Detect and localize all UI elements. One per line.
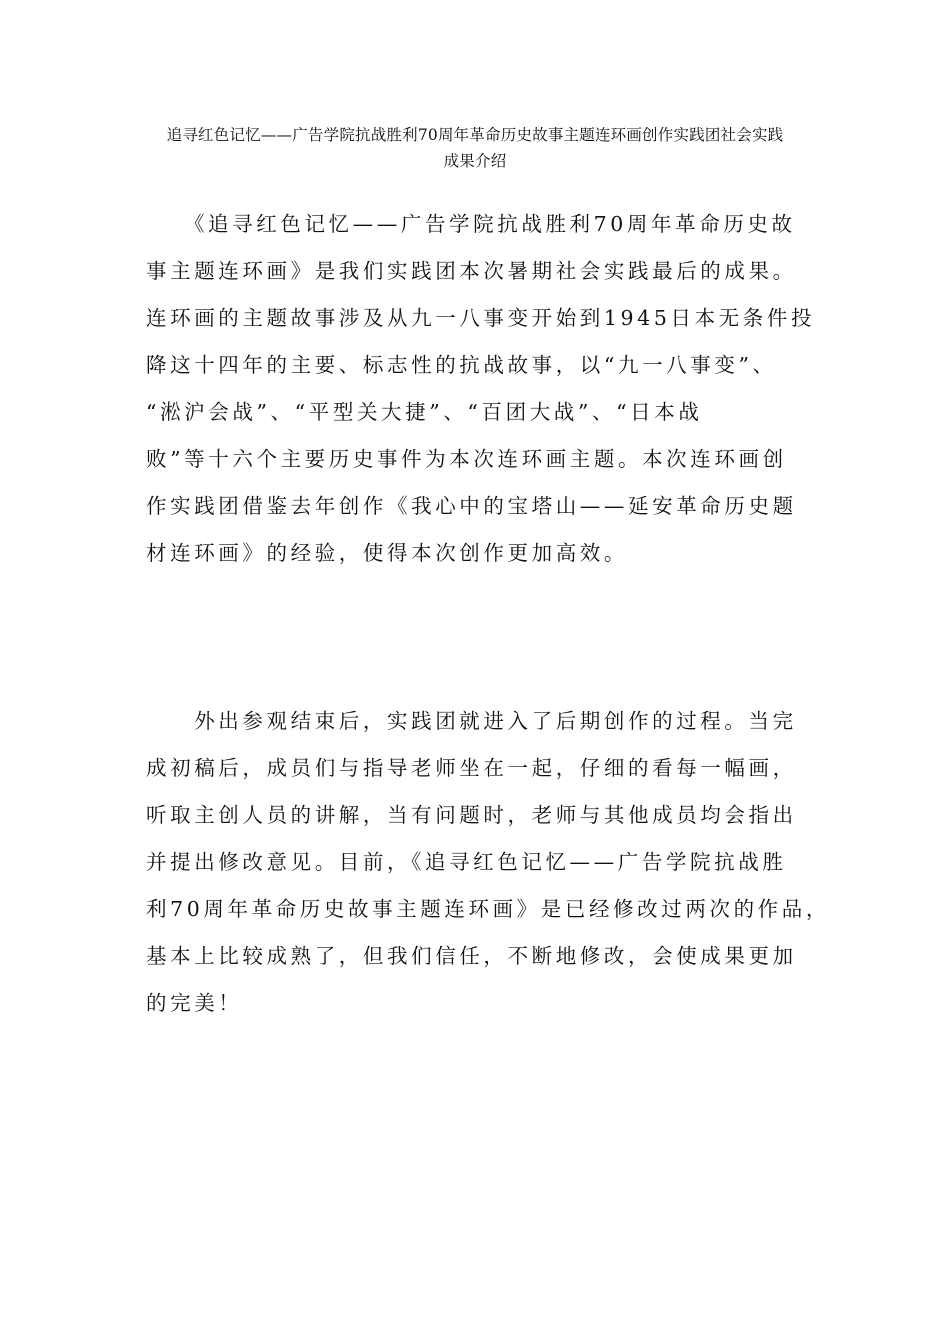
- paragraph-line: 作实践团借鉴去年创作《我心中的宝塔山——延安革命历史题: [146, 494, 797, 518]
- paragraph-1: [146, 201, 826, 577]
- paragraph-line: 成初稿后，成员们与指导老师坐在一起，仔细的看每一幅画，: [146, 756, 797, 780]
- paragraph-line: 降这十四年的主要、标志性的抗战故事，以“九一八事变”、: [146, 353, 777, 377]
- paragraph-line: 败”等十六个主要历史事件为本次连环画主题。本次连环画创: [146, 447, 787, 471]
- paragraph-line: 并提出修改意见。目前，《追寻红色记忆——广告学院抗战胜: [146, 850, 787, 874]
- paragraph-line: 外出参观结束后，实践团就进入了后期创作的过程。当完: [146, 709, 797, 733]
- paragraph-line: 材连环画》的经验，使得本次创作更加高效。: [146, 541, 628, 565]
- paragraph-line: 听取主创人员的讲解，当有问题时，老师与其他成员均会指出: [146, 803, 797, 827]
- paragraph-line: 的完美！: [146, 991, 243, 1015]
- document-title: [80, 122, 870, 174]
- title-line: 追寻红色记忆——广告学院抗战胜利70周年革命历史故事主题连环画创作实践团社会实践: [166, 126, 784, 144]
- paragraph-line: 连环画的主题故事涉及从九一八事变开始到1945日本无条件投: [146, 306, 816, 330]
- paragraph-line: 利70周年革命历史故事主题连环画》是已经修改过两次的作品，: [146, 897, 830, 921]
- paragraph-line: 《追寻红色记忆——广告学院抗战胜利70周年革命历史故: [146, 212, 796, 236]
- title-line: 成果介绍: [443, 152, 507, 170]
- paragraph-line: 事主题连环画》是我们实践团本次暑期社会实践最后的成果。: [146, 259, 797, 283]
- paragraph-2: [146, 698, 830, 1027]
- paragraph-line: “淞沪会战”、“平型关大捷”、“百团大战”、“日本战: [146, 400, 703, 424]
- paragraph-line: 基本上比较成熟了，但我们信任，不断地修改，会使成果更加: [146, 944, 797, 968]
